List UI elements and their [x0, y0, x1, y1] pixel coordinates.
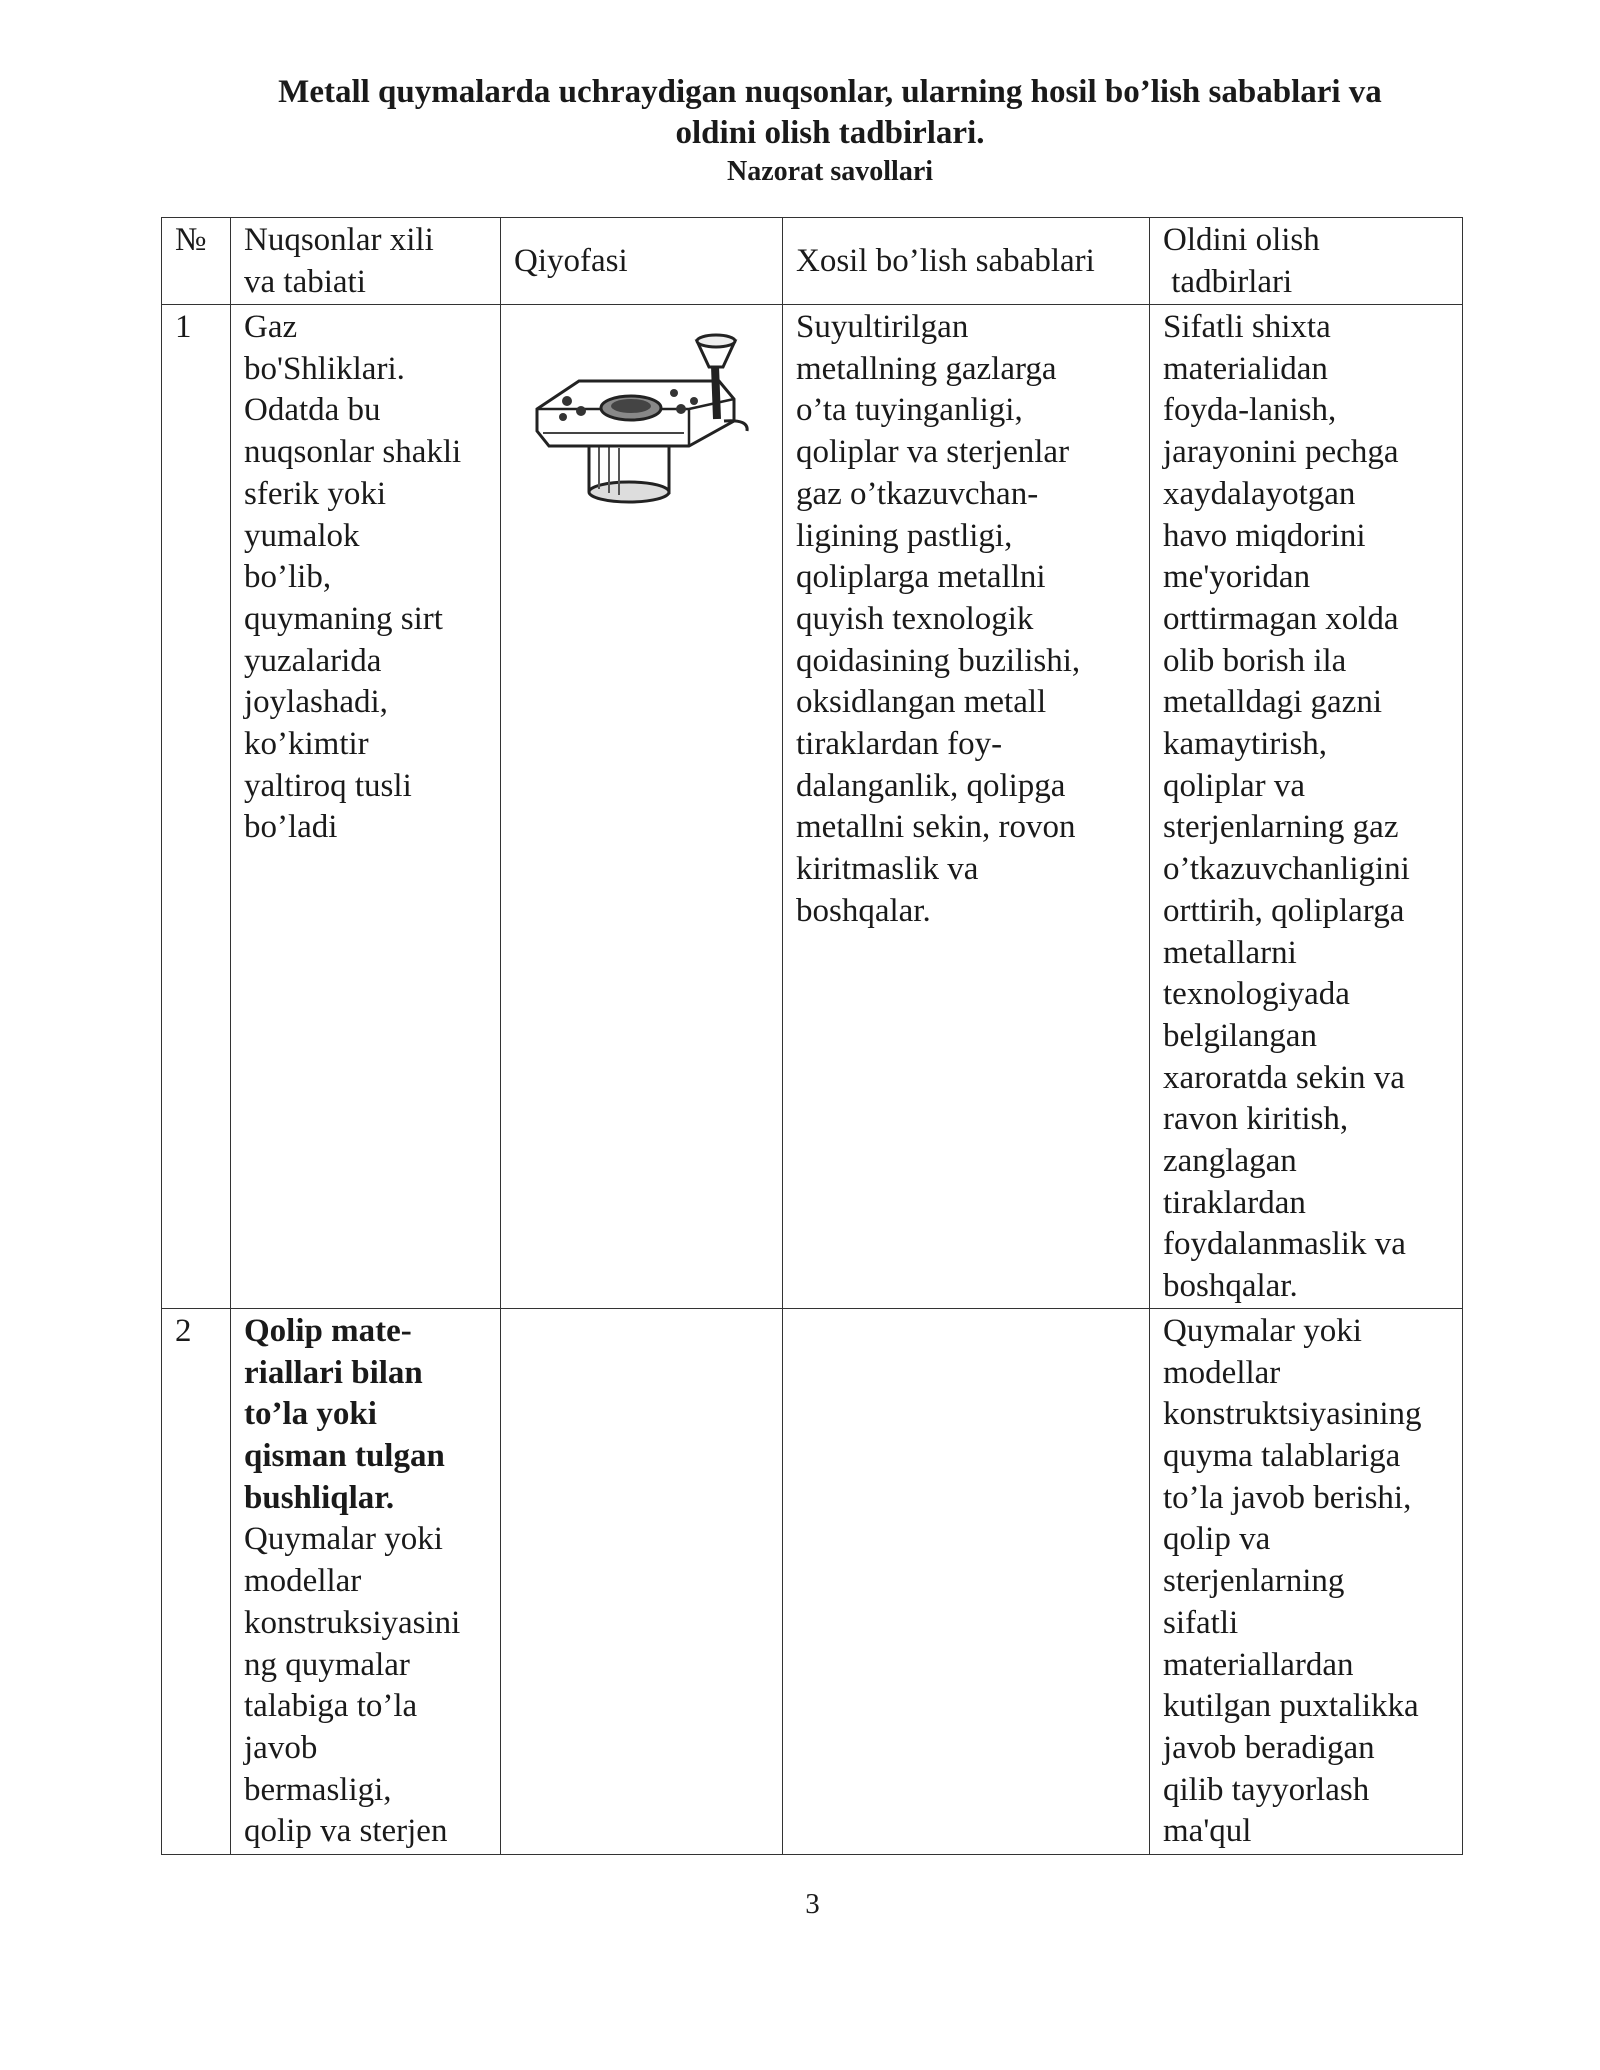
cell-text-line: tiraklardan foy-	[796, 726, 1003, 763]
row-2-prevent	[1150, 1308, 1463, 1854]
cell-text-line: olib borish ila	[1163, 642, 1347, 679]
cell-text-line: belgilangan	[1163, 1017, 1317, 1054]
header-num	[162, 218, 231, 305]
cell-text-line: metallni sekin, rovon	[796, 809, 1076, 846]
cell-text-line: me'yoridan	[1163, 559, 1311, 596]
casting-defect-illustration-icon	[519, 321, 769, 521]
cell-text-line: xaydalayotgan	[1163, 475, 1356, 512]
cell-text-line: kamaytirish,	[1163, 726, 1328, 763]
page-number: 3	[805, 1888, 820, 1920]
cell-text-line: ma'qul	[1163, 1813, 1252, 1850]
header-prevent	[1150, 218, 1463, 305]
row-2-type-bold	[244, 1311, 490, 1520]
cell-text-line: yuzalarida	[244, 642, 382, 679]
title-line-1: Metall quymalarda uchraydigan nuqsonlar, ularning hosil bo’lish sabablari va	[278, 74, 1382, 110]
table-row	[162, 1308, 1463, 1854]
cell-text-line: sifatli	[1163, 1604, 1239, 1641]
cell-text-line: ko’kimtir	[244, 726, 369, 763]
cell-text-line: kiritmaslik va	[796, 851, 979, 888]
row-2-type-text	[244, 1519, 490, 1853]
header-num-text: №	[175, 222, 207, 258]
cell-text-line: javob	[244, 1729, 318, 1766]
cell-text-line: bushliqlar.	[244, 1479, 395, 1516]
cell-text-line: materiallardan	[1163, 1646, 1354, 1683]
header-cause-text: Xosil bo’lish sabablari	[796, 243, 1095, 280]
row-1-prevent	[1150, 305, 1463, 1309]
header-prevent-line: tadbirlari	[1163, 263, 1293, 300]
cell-text-line: kutilgan puxtalikka	[1163, 1688, 1419, 1725]
cell-text-line: Quymalar yoki	[1163, 1312, 1362, 1349]
cell-text-line: Sifatli shixta	[1163, 309, 1331, 345]
cell-text-line: sterjenlarning	[1163, 1563, 1345, 1600]
row-2-cause	[783, 1308, 1150, 1854]
cell-text-line: jarayonini pechga	[1163, 434, 1399, 471]
cell-text-line: ligining pastligi,	[796, 517, 1013, 554]
cell-text-line: qoliplarga metallni	[796, 559, 1046, 596]
cell-text-line: qolip va sterjen	[244, 1813, 448, 1850]
row-1-type	[231, 305, 501, 1309]
cell-text-line: quyma talablariga	[1163, 1437, 1401, 1474]
cell-text-line: orttirih, qoliplarga	[1163, 892, 1405, 929]
cell-text-line: Qolip mate-	[244, 1312, 412, 1349]
cell-text-line: sterjenlarning gaz	[1163, 809, 1399, 846]
cell-text-line: metallning gazlarga	[796, 350, 1057, 387]
cell-text-line: modellar	[1163, 1354, 1281, 1391]
row-num-text: 2	[175, 1312, 192, 1349]
table-row	[162, 305, 1463, 1309]
cell-text-line: joylashadi,	[244, 684, 388, 721]
cell-text-line: bo’ladi	[244, 809, 338, 846]
header-type-line: va tabiati	[244, 263, 366, 300]
cell-text-line: tiraklardan	[1163, 1184, 1306, 1221]
row-1-cause	[783, 305, 1150, 1309]
cell-text-line: to’la javob berishi,	[1163, 1479, 1412, 1516]
cell-text-line: talabiga to’la	[244, 1688, 418, 1725]
cell-text-line: yaltiroq tusli	[244, 767, 412, 804]
header-image	[501, 218, 783, 305]
title-line-2: oldini olish tadbirlari.	[675, 115, 985, 151]
cell-text-line: o’tkazuvchanligini	[1163, 851, 1410, 888]
cell-text-line: o’ta tuyinganligi,	[796, 392, 1023, 429]
cell-text-line: quyish texnologik	[796, 600, 1034, 637]
cell-text-line: xaroratda sekin va	[1163, 1059, 1405, 1096]
cell-text-line: metalldagi gazni	[1163, 684, 1382, 721]
cell-text-line: orttirmagan xolda	[1163, 600, 1399, 637]
header-image-text: Qiyofasi	[514, 243, 628, 280]
cell-text-line: javob beradigan	[1163, 1729, 1375, 1766]
cell-text-line: metallarni	[1163, 934, 1297, 971]
cell-text-line: qolip va	[1163, 1521, 1271, 1558]
cell-text-line: havo miqdorini	[1163, 517, 1366, 554]
row-2-image	[501, 1308, 783, 1854]
cell-text-line: gaz o’tkazuvchan-	[796, 475, 1039, 512]
cell-text-line: Odatda bu	[244, 392, 381, 429]
cell-text-line: bo'Shliklari.	[244, 350, 405, 387]
cell-text-line: foydalanmaslik va	[1163, 1226, 1406, 1263]
cell-text-line: qoidasining buzilishi,	[796, 642, 1081, 679]
cell-text-line: riallari bilan	[244, 1354, 423, 1391]
table-header-row	[162, 218, 1463, 305]
header-type	[231, 218, 501, 305]
cell-text-line: nuqsonlar shakli	[244, 434, 462, 471]
cell-text-line: ravon kiritish,	[1163, 1101, 1349, 1138]
cell-text-line: texnologiyada	[1163, 976, 1350, 1013]
cell-text-line: konstruksiyasini	[244, 1604, 461, 1641]
row-2-type	[231, 1308, 501, 1854]
cell-text-line: dalanganlik, qolipga	[796, 767, 1066, 804]
header-prevent-line: Oldini olish	[1163, 222, 1320, 258]
cell-text-line: modellar	[244, 1563, 362, 1600]
cell-text-line: materialidan	[1163, 350, 1328, 387]
defects-table	[161, 217, 1463, 1855]
row-1-num	[162, 305, 231, 1309]
document-subtitle: Nazorat savollari	[726, 156, 934, 187]
row-1-image	[501, 305, 783, 1309]
cell-text-line: zanglagan	[1163, 1143, 1297, 1180]
cell-text-line: konstruktsiyasining	[1163, 1396, 1422, 1433]
cell-text-line: qoliplar va sterjenlar	[796, 434, 1070, 471]
cell-text-line: Gaz	[244, 309, 298, 345]
cell-text-line: to’la yoki	[244, 1396, 377, 1433]
row-num-text: 1	[175, 309, 192, 345]
cell-text-line: Quymalar yoki	[244, 1521, 443, 1558]
cell-text-line: foyda-lanish,	[1163, 392, 1337, 429]
cell-text-line: qisman tulgan	[244, 1437, 445, 1474]
header-cause	[783, 218, 1150, 305]
document-title	[160, 72, 1500, 154]
header-type-line: Nuqsonlar xili	[244, 222, 434, 258]
cell-text-line: bermasligi,	[244, 1771, 392, 1808]
cell-text-line: quymaning sirt	[244, 600, 443, 637]
cell-text-line: yumalok	[244, 517, 360, 554]
cell-text-line: boshqalar.	[796, 892, 931, 929]
cell-text-line: qilib tayyorlash	[1163, 1771, 1370, 1808]
cell-text-line: ng quymalar	[244, 1646, 410, 1683]
cell-text-line: qoliplar va	[1163, 767, 1306, 804]
row-2-num	[162, 1308, 231, 1854]
cell-text-line: bo’lib,	[244, 559, 332, 596]
cell-text-line: Suyultirilgan	[796, 309, 969, 345]
cell-text-line: sferik yoki	[244, 475, 387, 512]
cell-text-line: oksidlangan metall	[796, 684, 1047, 721]
cell-text-line: boshqalar.	[1163, 1268, 1298, 1305]
